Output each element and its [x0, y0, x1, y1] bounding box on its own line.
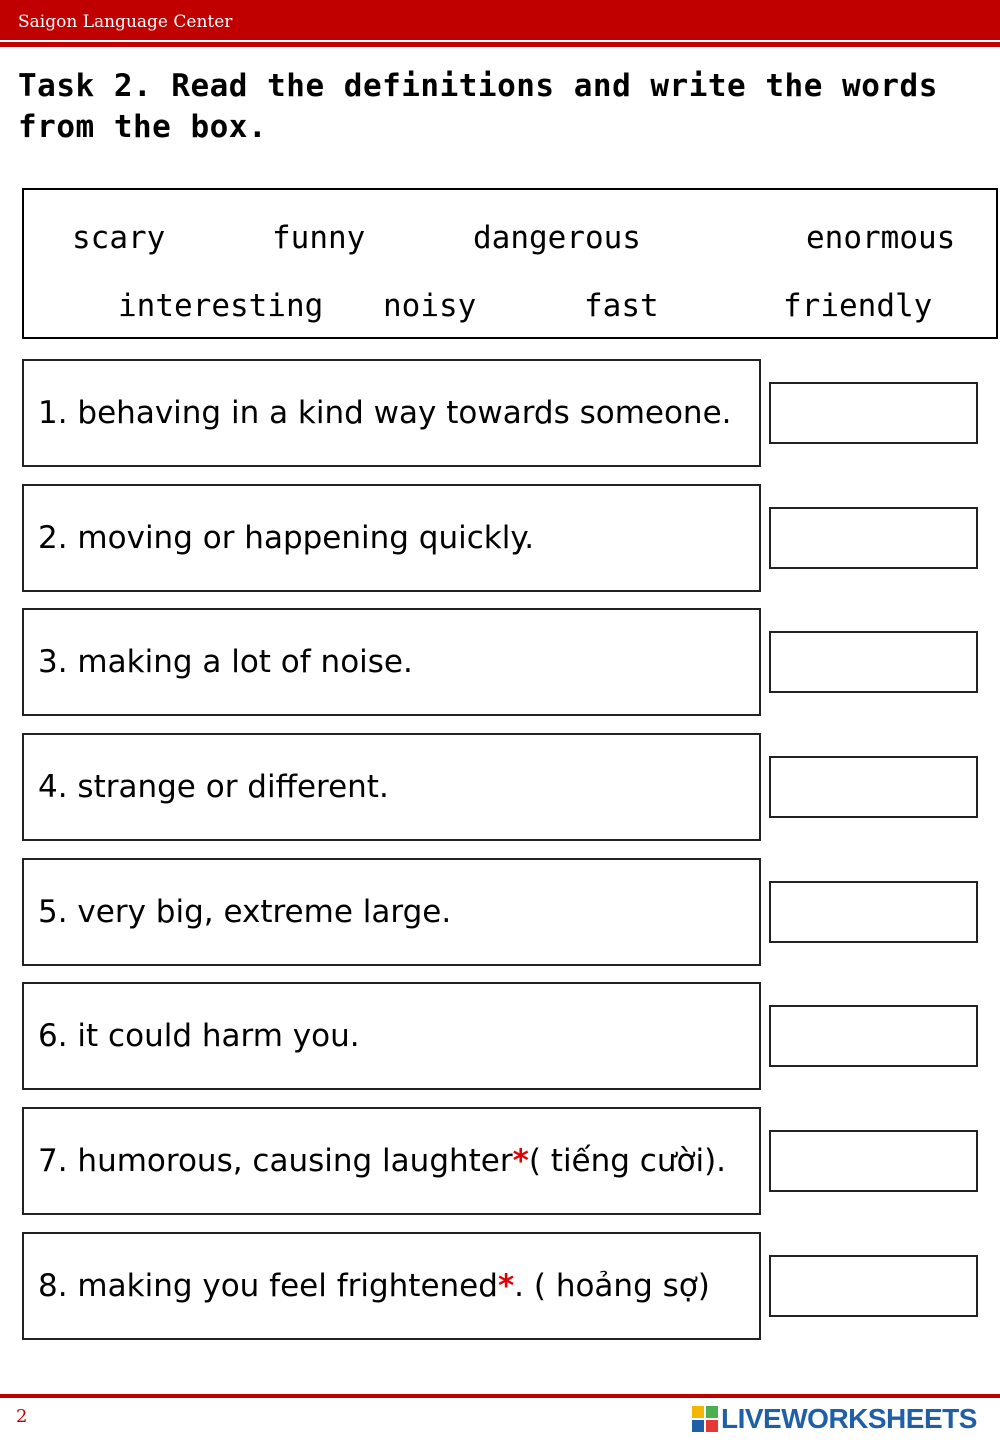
definition-4	[22, 733, 761, 841]
brand-name: LIVEWORKSHEETS	[721, 1403, 977, 1434]
definition-text: 3. making a lot of noise.	[38, 644, 413, 680]
word-bank-item: funny	[272, 220, 366, 256]
definition-text: 4. strange or different.	[38, 769, 389, 805]
liveworksheets-icon	[692, 1406, 718, 1432]
word-bank-item: noisy	[383, 288, 477, 324]
definition-text: 6. it could harm you.	[38, 1018, 360, 1054]
answer-input-1[interactable]	[769, 382, 978, 444]
answer-input-6[interactable]	[769, 1005, 978, 1067]
word-bank-item: fast	[584, 288, 659, 324]
asterisk: *	[512, 1143, 529, 1179]
word-box	[22, 188, 998, 339]
definition-text: 5. very big, extreme large.	[38, 894, 452, 930]
asterisk: *	[497, 1268, 515, 1304]
definition-text: 2. moving or happening quickly.	[38, 520, 535, 556]
header-bar	[0, 0, 1000, 44]
definition-7	[22, 1107, 761, 1215]
answer-input-8[interactable]	[769, 1255, 978, 1317]
liveworksheets-logo[interactable]	[692, 1403, 977, 1435]
word-bank-item: enormous	[806, 220, 956, 256]
definition-6	[22, 982, 761, 1090]
page-number: 2	[16, 1406, 28, 1427]
word-bank-item: scary	[72, 220, 166, 256]
answer-input-7[interactable]	[769, 1130, 978, 1192]
answer-input-2[interactable]	[769, 507, 978, 569]
word-bank-item: interesting	[118, 288, 324, 324]
definition-2	[22, 484, 761, 592]
definition-translation: ( tiếng cười).	[528, 1143, 727, 1179]
definition-text: 1. behaving in a kind way towards someone.	[38, 395, 732, 431]
definition-3	[22, 608, 761, 716]
answer-input-3[interactable]	[769, 631, 978, 693]
definition-text: 8. making you feel frightened	[38, 1268, 498, 1304]
header-divider	[0, 42, 1000, 47]
task-title: Task 2. Read the definitions and write the words from the box.	[18, 68, 938, 145]
center-name: Saigon Language Center	[18, 12, 233, 32]
footer-divider	[0, 1394, 1000, 1398]
word-bank-item: friendly	[783, 288, 933, 324]
definition-text: 7. humorous, causing laughter	[38, 1143, 513, 1179]
definition-translation: . ( hoảng sợ)	[514, 1268, 710, 1304]
definition-8	[22, 1232, 761, 1340]
answer-input-5[interactable]	[769, 881, 978, 943]
word-bank-item: dangerous	[473, 220, 641, 256]
definition-1	[22, 359, 761, 467]
answer-input-4[interactable]	[769, 756, 978, 818]
definition-5	[22, 858, 761, 966]
